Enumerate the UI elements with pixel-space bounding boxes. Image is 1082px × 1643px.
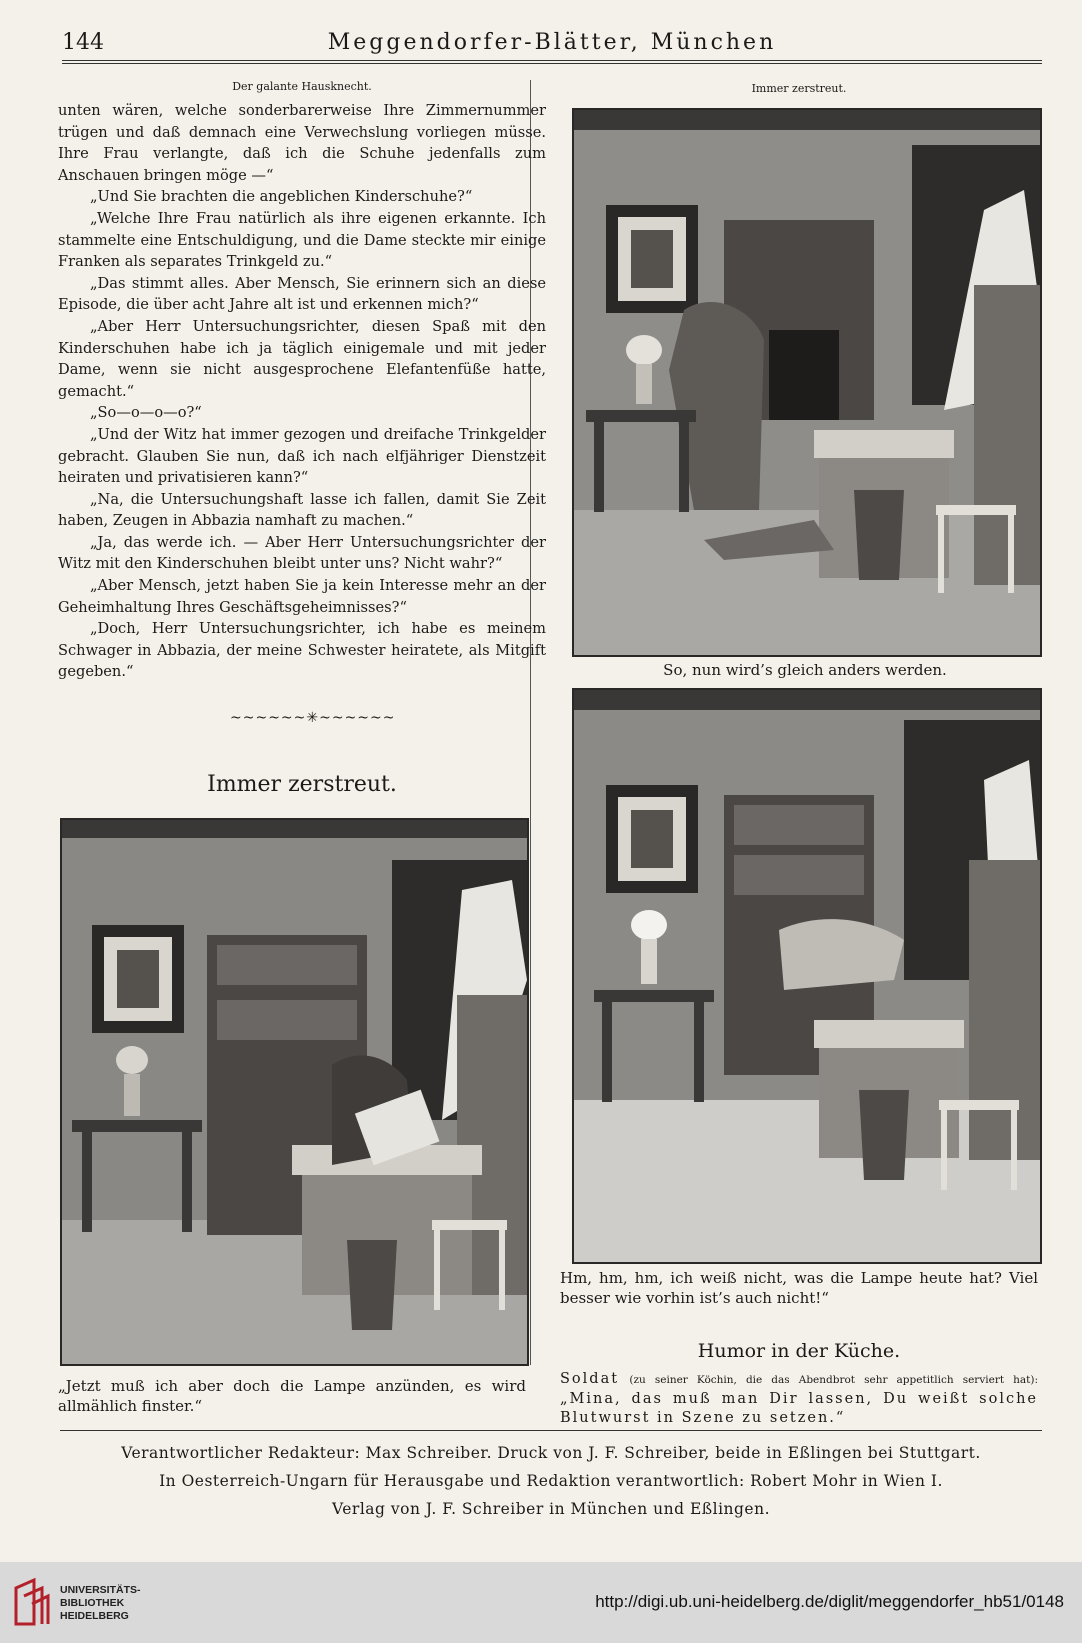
illustration-dark-room — [60, 818, 529, 1366]
library-name-line: BIBLIOTHEK — [60, 1597, 125, 1609]
running-title: Meggendorfer-Blätter, München — [327, 30, 777, 55]
section-ornament: ~~~~~~✳~~~~~~ — [230, 710, 396, 726]
header-rule — [62, 60, 1042, 61]
illustration-art — [574, 110, 1040, 655]
illustration-caption-1: „Jetzt muß ich aber doch die Lampe anzünden, es wird allmählich finster.“ — [58, 1377, 526, 1415]
page-header — [62, 28, 1042, 60]
library-bar — [0, 1562, 1082, 1643]
story-paragraph: „So—o—o—o?“ — [90, 404, 202, 422]
footer-rule — [60, 1430, 1042, 1431]
page-number: 144 — [62, 30, 104, 55]
source-url-link[interactable]: http://digi.ub.uni-heidelberg.de/diglit/meggendorfer_hb51/0148 — [595, 1592, 1064, 1611]
illustration-lamp-dim — [572, 688, 1042, 1264]
library-name-line: HEIDELBERG — [60, 1610, 129, 1622]
illustration-caption-3: Hm, hm, hm, ich weiß nicht, was die Lampe heute hat? Viel besser wie vorhin ist’s auch nicht!“ — [560, 1269, 1038, 1307]
header-rule-thin — [62, 63, 1042, 64]
humor-quote: „Mina, das muß man Dir lassen, Du weißt solche Blutwurst in Szene zu setzen.“ — [560, 1391, 1038, 1426]
illustration-caption-2: So, nun wird’s gleich anders werden. — [663, 661, 947, 679]
illustration-art — [574, 690, 1040, 1262]
story-paragraph: „Und Sie brachten die angeblichen Kinderschuhe?“ — [90, 188, 473, 206]
section-title: Immer zerstreut. — [207, 772, 397, 797]
story-paragraph: unten wären, welche sonderbarerweise Ihre Zimmernummer trügen und daß demnach eine Verwechslung vorliegen müsse. Ihre Frau verlangte, daß ich die Schuhe jedenfalls zum Anschauen bringen möge —“ — [58, 102, 546, 184]
humor-note: (zu seiner Köchin, die das Abendbrot sehr appetitlich serviert hat): — [629, 1374, 1039, 1386]
story-paragraph: „Das stimmt alles. Aber Mensch, Sie erinnern sich an diese Episode, die über acht Jahre alt ist und erkennen mich?“ — [58, 274, 546, 314]
story-paragraph: „Ja, das werde ich. — Aber Herr Untersuchungsrichter der Witz mit den Kinderschuhen bleibt unter uns? Nicht wahr?“ — [58, 533, 546, 573]
story-paragraph: „Und der Witz hat immer gezogen und dreifache Trinkgelder gebracht. Glauben Sie nun, daß ich nach elfjähriger Dienstzeit heiraten und privatisieren kann?“ — [58, 425, 546, 487]
story-paragraph: „Na, die Untersuchungshaft lasse ich fallen, damit Sie Zeit haben, Zeugen in Abbazia namhaft zu machen.“ — [58, 490, 546, 530]
humor-title: Humor in der Küche. — [697, 1340, 901, 1362]
library-logo-icon — [12, 1576, 52, 1628]
library-name-line: UNIVERSITÄTS- — [60, 1584, 141, 1596]
humor-speaker: Soldat — [560, 1371, 620, 1387]
illustration-lamp-lighting — [572, 108, 1042, 657]
story-paragraph: „Doch, Herr Untersuchungsrichter, ich habe es meinem Schwager in Abbazia, der meine Schwester heiratete, als Mitgift gegeben.“ — [58, 620, 546, 681]
humor-text — [560, 1370, 1038, 1428]
story-text — [58, 100, 546, 683]
footer-line-2: In Oesterreich-Ungarn für Herausgabe und Redaktion verantwortlich: Robert Mohr in Wien I. — [159, 1472, 943, 1490]
footer-line-1: Verantwortlicher Redakteur: Max Schreiber. Druck von J. F. Schreiber, beide in Eßlingen bei Stuttgart. — [121, 1444, 981, 1462]
library-name — [60, 1584, 141, 1623]
illustration-art — [62, 820, 527, 1364]
story-heading: Der galante Hausknecht. — [232, 80, 372, 93]
story-paragraph: „Aber Herr Untersuchungsrichter, diesen Spaß mit den Kinderschuhen habe ich ja täglich einigemale und mit jeder Dame, wenn sie nicht ausgesprochene Elefantenfüße hatte, gemacht.“ — [58, 317, 546, 400]
story-paragraph: „Aber Mensch, jetzt haben Sie ja kein Interesse mehr an der Geheimhaltung Ihres Geschäftsgeheimnisses?“ — [58, 577, 546, 616]
footer-line-3: Verlag von J. F. Schreiber in München und Eßlingen. — [331, 1500, 771, 1518]
story-paragraph: „Welche Ihre Frau natürlich als ihre eigenen erkannte. Ich stammelte eine Entschuldigung, und die Dame steckte mir einige Franken als separates Trinkgeld zu.“ — [58, 209, 546, 271]
right-column-heading: Immer zerstreut. — [751, 82, 847, 95]
